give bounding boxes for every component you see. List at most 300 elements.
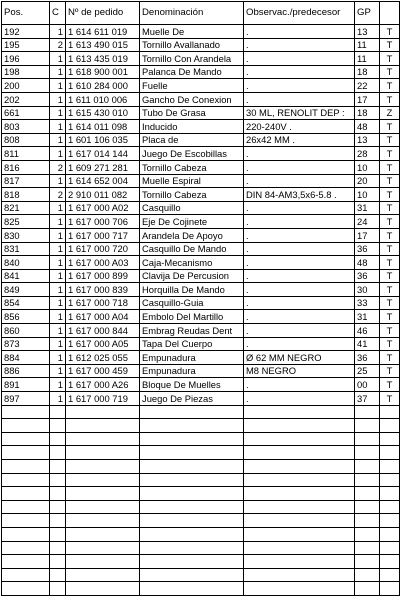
- cell-order-number: [66, 541, 140, 555]
- cell-denomination: Tornillo Con Arandela: [140, 52, 244, 66]
- table-row: [2, 147, 400, 161]
- cell-gp: 18: [355, 65, 380, 79]
- cell-denomination: Casquillo-Guia: [140, 296, 244, 310]
- cell-c: 1: [50, 201, 66, 215]
- cell-t: [380, 432, 400, 446]
- cell-gp: 11: [355, 52, 380, 66]
- cell-pos: 856: [2, 310, 50, 324]
- col-header-pos: Pos.: [2, 2, 50, 25]
- table-row: [2, 242, 400, 256]
- cell-order-number: 1 612 025 055: [66, 351, 140, 365]
- cell-gp: 36: [355, 242, 380, 256]
- cell-denomination: Empunadura: [140, 351, 244, 365]
- cell-order-number: 1 617 000 A02: [66, 201, 140, 215]
- table-row: [2, 25, 400, 39]
- table-row: [2, 337, 400, 351]
- cell-t: T: [380, 242, 400, 256]
- empty-row: [2, 405, 400, 419]
- cell-gp: [355, 473, 380, 487]
- empty-row: [2, 514, 400, 528]
- cell-pos: 830: [2, 228, 50, 242]
- cell-gp: [355, 460, 380, 474]
- cell-t: T: [380, 174, 400, 188]
- cell-t: T: [380, 201, 400, 215]
- cell-c: [50, 500, 66, 514]
- cell-gp: 22: [355, 79, 380, 93]
- cell-observations: .: [244, 310, 355, 324]
- table-row: [2, 201, 400, 215]
- cell-order-number: 1 617 000 A04: [66, 310, 140, 324]
- cell-order-number: 1 614 652 004: [66, 174, 140, 188]
- cell-c: 1: [50, 364, 66, 378]
- cell-t: T: [380, 310, 400, 324]
- cell-observations: [244, 487, 355, 501]
- cell-order-number: [66, 419, 140, 433]
- cell-order-number: [66, 568, 140, 582]
- cell-gp: [355, 446, 380, 460]
- cell-order-number: 1 615 430 010: [66, 106, 140, 120]
- cell-t: T: [380, 256, 400, 270]
- empty-row: [2, 473, 400, 487]
- cell-gp: [355, 527, 380, 541]
- cell-c: 1: [50, 324, 66, 338]
- cell-observations: M8 NEGRO: [244, 364, 355, 378]
- cell-denomination: Embrag Reudas Dent: [140, 324, 244, 338]
- cell-c: [50, 419, 66, 433]
- cell-observations: .: [244, 392, 355, 406]
- cell-gp: 46: [355, 324, 380, 338]
- col-header-t: [380, 2, 400, 25]
- cell-t: T: [380, 215, 400, 229]
- cell-gp: 20: [355, 174, 380, 188]
- col-header-observations: Observac./predecesor: [244, 2, 355, 25]
- table-row: [2, 310, 400, 324]
- empty-row: [2, 500, 400, 514]
- cell-denomination: Embolo Del Martillo: [140, 310, 244, 324]
- table-row: [2, 133, 400, 147]
- table-row: [2, 283, 400, 297]
- cell-denomination: [140, 568, 244, 582]
- cell-pos: 200: [2, 79, 50, 93]
- cell-c: 2: [50, 38, 66, 52]
- cell-c: 1: [50, 215, 66, 229]
- cell-c: [50, 446, 66, 460]
- col-header-denomination: Denominación: [140, 2, 244, 25]
- table-row: [2, 65, 400, 79]
- cell-denomination: Bloque De Muelles: [140, 378, 244, 392]
- cell-observations: .: [244, 378, 355, 392]
- cell-denomination: Gancho De Conexion: [140, 92, 244, 106]
- cell-observations: .: [244, 79, 355, 93]
- cell-gp: [355, 432, 380, 446]
- cell-order-number: 1 617 000 717: [66, 228, 140, 242]
- cell-order-number: 1 617 000 A26: [66, 378, 140, 392]
- cell-observations: .: [244, 52, 355, 66]
- cell-c: 1: [50, 106, 66, 120]
- parts-list-body: [2, 25, 400, 596]
- cell-c: 1: [50, 92, 66, 106]
- cell-t: T: [380, 92, 400, 106]
- cell-c: 1: [50, 228, 66, 242]
- cell-t: [380, 514, 400, 528]
- cell-order-number: 1 617 000 706: [66, 215, 140, 229]
- table-row: [2, 188, 400, 202]
- cell-c: [50, 460, 66, 474]
- cell-order-number: 1 617 000 720: [66, 242, 140, 256]
- cell-gp: 31: [355, 310, 380, 324]
- cell-observations: [244, 568, 355, 582]
- cell-gp: 11: [355, 38, 380, 52]
- cell-order-number: 1 618 900 001: [66, 65, 140, 79]
- cell-order-number: [66, 582, 140, 596]
- cell-order-number: 1 617 000 A03: [66, 256, 140, 270]
- cell-denomination: Juego De Escobillas: [140, 147, 244, 161]
- cell-gp: 48: [355, 256, 380, 270]
- cell-observations: .: [244, 256, 355, 270]
- cell-c: [50, 514, 66, 528]
- cell-gp: 30: [355, 283, 380, 297]
- cell-t: [380, 582, 400, 596]
- cell-order-number: [66, 527, 140, 541]
- cell-observations: 220-240V .: [244, 120, 355, 134]
- cell-denomination: Tapa Del Cuerpo: [140, 337, 244, 351]
- cell-pos: 821: [2, 201, 50, 215]
- parts-list-table: [1, 1, 400, 596]
- cell-order-number: [66, 500, 140, 514]
- cell-t: [380, 568, 400, 582]
- cell-denomination: [140, 432, 244, 446]
- cell-order-number: [66, 405, 140, 419]
- cell-pos: [2, 405, 50, 419]
- cell-c: 1: [50, 337, 66, 351]
- cell-pos: [2, 568, 50, 582]
- cell-pos: [2, 582, 50, 596]
- cell-pos: [2, 527, 50, 541]
- table-row: [2, 92, 400, 106]
- cell-t: T: [380, 378, 400, 392]
- cell-pos: [2, 541, 50, 555]
- cell-t: [380, 405, 400, 419]
- cell-observations: [244, 460, 355, 474]
- cell-c: 1: [50, 25, 66, 39]
- cell-c: 1: [50, 174, 66, 188]
- cell-t: T: [380, 120, 400, 134]
- cell-pos: [2, 460, 50, 474]
- cell-t: T: [380, 79, 400, 93]
- cell-observations: Ø 62 MM NEGRO: [244, 351, 355, 365]
- cell-gp: 37: [355, 392, 380, 406]
- cell-denomination: Muelle Espiral: [140, 174, 244, 188]
- cell-order-number: 1 614 611 019: [66, 25, 140, 39]
- cell-pos: 840: [2, 256, 50, 270]
- col-header-order-number: Nº de pedido: [66, 2, 140, 25]
- cell-pos: 808: [2, 133, 50, 147]
- cell-order-number: [66, 432, 140, 446]
- empty-row: [2, 419, 400, 433]
- cell-pos: [2, 555, 50, 569]
- cell-t: [380, 473, 400, 487]
- cell-t: T: [380, 65, 400, 79]
- col-header-c: C: [50, 2, 66, 25]
- cell-gp: 18: [355, 106, 380, 120]
- cell-pos: 841: [2, 269, 50, 283]
- table-row: [2, 364, 400, 378]
- cell-gp: [355, 514, 380, 528]
- cell-denomination: Tornillo Cabeza: [140, 160, 244, 174]
- cell-c: [50, 487, 66, 501]
- cell-denomination: [140, 487, 244, 501]
- table-row: [2, 38, 400, 52]
- table-row: [2, 120, 400, 134]
- table-row: [2, 351, 400, 365]
- cell-denomination: Caja-Mecanismo: [140, 256, 244, 270]
- cell-gp: 36: [355, 351, 380, 365]
- cell-c: 1: [50, 378, 66, 392]
- cell-observations: .: [244, 147, 355, 161]
- cell-observations: .: [244, 215, 355, 229]
- cell-t: T: [380, 160, 400, 174]
- cell-gp: 00: [355, 378, 380, 392]
- cell-c: 1: [50, 79, 66, 93]
- table-row: [2, 296, 400, 310]
- cell-order-number: 2 910 011 082: [66, 188, 140, 202]
- cell-c: 1: [50, 242, 66, 256]
- cell-t: T: [380, 351, 400, 365]
- cell-c: 2: [50, 160, 66, 174]
- empty-row: [2, 541, 400, 555]
- cell-order-number: 1 617 000 A05: [66, 337, 140, 351]
- cell-observations: .: [244, 269, 355, 283]
- cell-order-number: 1 601 106 035: [66, 133, 140, 147]
- cell-denomination: Horquilla De Mando: [140, 283, 244, 297]
- cell-c: 1: [50, 296, 66, 310]
- cell-observations: .: [244, 38, 355, 52]
- empty-row: [2, 432, 400, 446]
- cell-c: 1: [50, 283, 66, 297]
- cell-denomination: Arandela De Apoyo: [140, 228, 244, 242]
- cell-gp: 13: [355, 25, 380, 39]
- cell-gp: 17: [355, 92, 380, 106]
- cell-observations: .: [244, 25, 355, 39]
- cell-observations: [244, 514, 355, 528]
- cell-pos: 811: [2, 147, 50, 161]
- cell-gp: 25: [355, 364, 380, 378]
- cell-pos: 192: [2, 25, 50, 39]
- cell-pos: [2, 487, 50, 501]
- cell-observations: .: [244, 296, 355, 310]
- cell-pos: 198: [2, 65, 50, 79]
- cell-pos: 818: [2, 188, 50, 202]
- cell-order-number: [66, 514, 140, 528]
- table-row: [2, 106, 400, 120]
- cell-denomination: [140, 514, 244, 528]
- cell-denomination: [140, 541, 244, 555]
- cell-c: [50, 541, 66, 555]
- cell-denomination: [140, 419, 244, 433]
- cell-t: [380, 487, 400, 501]
- cell-t: T: [380, 228, 400, 242]
- cell-order-number: 1 617 000 718: [66, 296, 140, 310]
- cell-observations: 30 ML, RENOLIT DEP :: [244, 106, 355, 120]
- cell-denomination: Fuelle: [140, 79, 244, 93]
- empty-row: [2, 460, 400, 474]
- cell-order-number: 1 617 000 899: [66, 269, 140, 283]
- cell-gp: 48: [355, 120, 380, 134]
- cell-observations: [244, 446, 355, 460]
- cell-c: 1: [50, 65, 66, 79]
- cell-c: 1: [50, 133, 66, 147]
- table-row: [2, 160, 400, 174]
- cell-order-number: 1 617 014 144: [66, 147, 140, 161]
- cell-order-number: 1 617 000 459: [66, 364, 140, 378]
- cell-t: [380, 446, 400, 460]
- cell-denomination: Muelle De: [140, 25, 244, 39]
- cell-gp: 10: [355, 160, 380, 174]
- cell-denomination: Eje De Cojinete: [140, 215, 244, 229]
- cell-t: [380, 541, 400, 555]
- cell-t: T: [380, 52, 400, 66]
- cell-t: T: [380, 38, 400, 52]
- cell-denomination: Placa de: [140, 133, 244, 147]
- cell-c: 1: [50, 392, 66, 406]
- cell-observations: .: [244, 228, 355, 242]
- cell-gp: [355, 582, 380, 596]
- cell-t: T: [380, 337, 400, 351]
- cell-observations: .: [244, 242, 355, 256]
- cell-t: T: [380, 283, 400, 297]
- cell-observations: [244, 527, 355, 541]
- cell-observations: [244, 555, 355, 569]
- cell-order-number: 1 617 000 719: [66, 392, 140, 406]
- cell-order-number: [66, 473, 140, 487]
- cell-pos: 816: [2, 160, 50, 174]
- cell-denomination: Empunadura: [140, 364, 244, 378]
- table-row: [2, 324, 400, 338]
- cell-t: [380, 419, 400, 433]
- cell-denomination: Tornillo Cabeza: [140, 188, 244, 202]
- cell-observations: [244, 541, 355, 555]
- cell-observations: .: [244, 324, 355, 338]
- cell-observations: [244, 582, 355, 596]
- cell-c: [50, 405, 66, 419]
- cell-c: 1: [50, 256, 66, 270]
- cell-order-number: [66, 487, 140, 501]
- cell-observations: .: [244, 174, 355, 188]
- cell-c: 2: [50, 188, 66, 202]
- cell-denomination: Tornillo Avallanado: [140, 38, 244, 52]
- cell-pos: 886: [2, 364, 50, 378]
- cell-gp: [355, 405, 380, 419]
- cell-order-number: 1 613 490 015: [66, 38, 140, 52]
- cell-pos: 195: [2, 38, 50, 52]
- cell-denomination: Casquillo De Mando: [140, 242, 244, 256]
- cell-t: T: [380, 147, 400, 161]
- cell-t: [380, 460, 400, 474]
- cell-observations: [244, 419, 355, 433]
- cell-observations: .: [244, 65, 355, 79]
- cell-t: [380, 555, 400, 569]
- cell-pos: [2, 432, 50, 446]
- cell-order-number: 1 613 435 019: [66, 52, 140, 66]
- cell-observations: [244, 473, 355, 487]
- cell-denomination: [140, 527, 244, 541]
- table-row: [2, 79, 400, 93]
- cell-gp: 10: [355, 188, 380, 202]
- cell-c: 1: [50, 52, 66, 66]
- cell-denomination: [140, 473, 244, 487]
- cell-pos: 854: [2, 296, 50, 310]
- cell-c: [50, 527, 66, 541]
- cell-c: [50, 568, 66, 582]
- cell-observations: .: [244, 337, 355, 351]
- cell-gp: 41: [355, 337, 380, 351]
- empty-row: [2, 582, 400, 596]
- cell-order-number: 1 609 271 281: [66, 160, 140, 174]
- cell-pos: [2, 500, 50, 514]
- cell-gp: [355, 555, 380, 569]
- cell-gp: 31: [355, 201, 380, 215]
- cell-order-number: 1 617 000 844: [66, 324, 140, 338]
- cell-t: T: [380, 269, 400, 283]
- cell-gp: [355, 500, 380, 514]
- cell-order-number: 1 611 010 006: [66, 92, 140, 106]
- table-row: [2, 256, 400, 270]
- cell-order-number: [66, 446, 140, 460]
- cell-c: [50, 555, 66, 569]
- cell-c: 1: [50, 310, 66, 324]
- cell-t: T: [380, 188, 400, 202]
- cell-gp: [355, 419, 380, 433]
- cell-pos: 860: [2, 324, 50, 338]
- cell-pos: [2, 419, 50, 433]
- cell-t: T: [380, 25, 400, 39]
- cell-pos: 825: [2, 215, 50, 229]
- cell-pos: [2, 514, 50, 528]
- cell-observations: .: [244, 283, 355, 297]
- cell-gp: [355, 487, 380, 501]
- cell-t: T: [380, 296, 400, 310]
- table-row: [2, 392, 400, 406]
- cell-order-number: [66, 555, 140, 569]
- cell-pos: 884: [2, 351, 50, 365]
- cell-pos: 891: [2, 378, 50, 392]
- cell-gp: 36: [355, 269, 380, 283]
- cell-denomination: Inducido: [140, 120, 244, 134]
- cell-pos: 803: [2, 120, 50, 134]
- cell-denomination: Tubo De Grasa: [140, 106, 244, 120]
- cell-denomination: [140, 460, 244, 474]
- table-row: [2, 378, 400, 392]
- empty-row: [2, 568, 400, 582]
- cell-gp: [355, 568, 380, 582]
- table-row: [2, 269, 400, 283]
- cell-denomination: Clavija De Percusion: [140, 269, 244, 283]
- cell-order-number: 1 614 011 098: [66, 120, 140, 134]
- cell-denomination: [140, 582, 244, 596]
- cell-t: T: [380, 392, 400, 406]
- cell-t: Z: [380, 106, 400, 120]
- cell-gp: 24: [355, 215, 380, 229]
- table-row: [2, 174, 400, 188]
- cell-denomination: Palanca De Mando: [140, 65, 244, 79]
- cell-c: 1: [50, 269, 66, 283]
- cell-observations: .: [244, 201, 355, 215]
- empty-row: [2, 555, 400, 569]
- cell-observations: [244, 405, 355, 419]
- cell-denomination: Juego De Piezas: [140, 392, 244, 406]
- cell-c: 1: [50, 351, 66, 365]
- cell-gp: [355, 541, 380, 555]
